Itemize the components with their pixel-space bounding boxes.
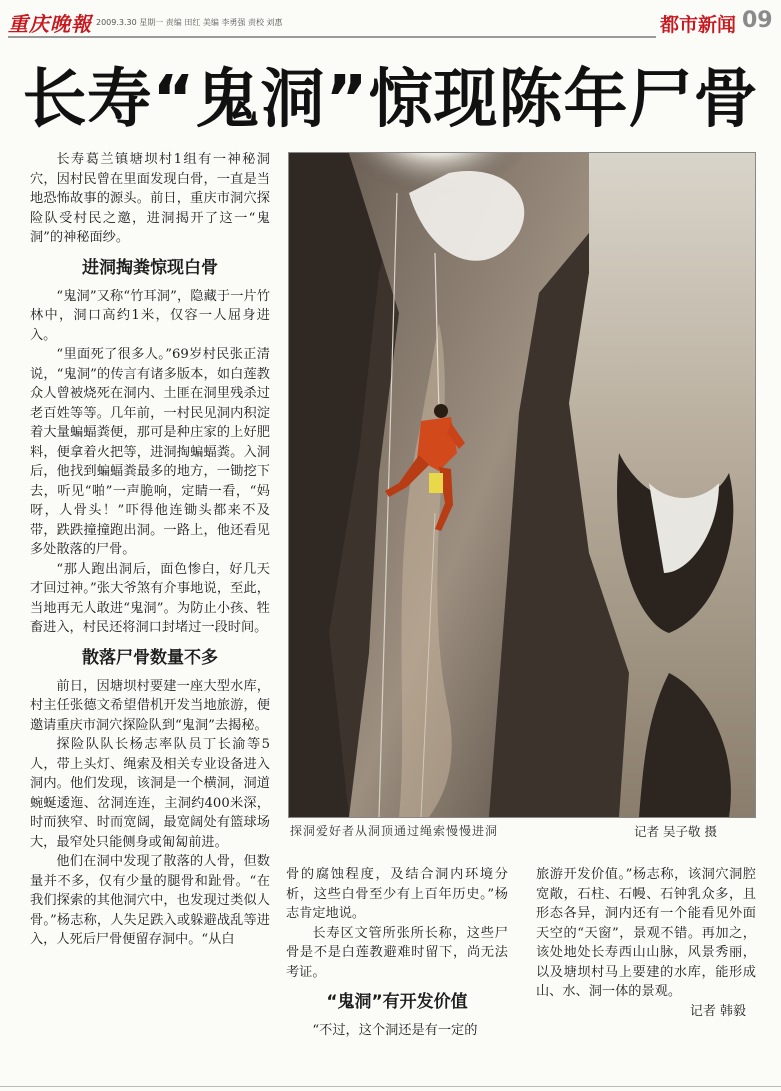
section-name: 都市新闻: [660, 14, 737, 36]
cave-climber-illustration: [289, 153, 755, 817]
paragraph: 探险队队长杨志率队员丁长渝等5人，带上头灯、绳索及相关专业设备进入洞内。他们发现，该洞是一个横洞，洞道蜿蜒逶迤、岔洞连连，主洞约400米深，时而狭窄、时而宽阔，最宽阔处有篮球场大，最窄处只能侧身或匍匐前进。: [30, 737, 270, 850]
paragraph: “那人跑出洞后，面色惨白，好几天才回过神。”张大爷煞有介事地说，至此，当地再无人敢进“鬼洞”。为防止小孩、牲畜进入，村民还将洞口封堵过一段时间。: [30, 561, 270, 635]
masthead: [0, 0, 781, 46]
paragraph: “鬼洞”又称“竹耳洞”，隐藏于一片竹林中，洞口高约1米，仅容一人屈身进入。: [30, 288, 270, 343]
cave-photo: [288, 152, 756, 818]
photo-credit: 记者 吴子敬 摄: [634, 824, 717, 839]
article-column-2: [286, 865, 508, 1041]
page-number: 09: [742, 8, 773, 33]
paragraph: 旅游开发价值。”杨志称，该洞穴洞腔宽敞，石柱、石幔、石钟乳众多，且形态各异，洞内还有一个能看见外面天空的“天窗”，景观不错。再加之，该处地处长寿西山山脉，风景秀丽，以及塘坝村马上要建的水库，能形成山、水、洞一体的景观。: [536, 867, 756, 999]
bottom-rule: [0, 1086, 781, 1087]
paragraph: 他们在洞中发现了散落的人骨，但数量并不多，仅有少量的腿骨和趾骨。“在我们探索的其他洞穴中，也发现过类似人骨。”杨志称，人失足跌入或躲避战乱等进入，人死后尸骨便留存洞中。“从白: [30, 854, 270, 947]
lead-paragraph: 长寿葛兰镇塘坝村1组有一神秘洞穴，因村民曾在里面发现白骨，一直是当地恐怖故事的源头。前日，重庆市洞穴探险队受村民之邀，进洞揭开了这一“鬼洞”的神秘面纱。: [30, 152, 270, 245]
paragraph: “里面死了很多人。”69岁村民张正清说，“鬼洞”的传言有诸多版本，如白莲教众人曾被烧死在洞内、土匪在洞里残杀过老百姓等等。几年前，一村民见洞内积淀着大量蝙蝠粪便，那可是种庄家的上好肥料，便拿着火把等，进洞掏蝙蝠粪。入洞后，他找到蝙蝠粪最多的地方，一锄挖下去，听见“啪”一声脆响，定睛一看，“妈呀，人骨头！”吓得他连锄头都来不及带，跌跌撞撞跑出洞。一路上，他还看见多处散落的尸骨。: [30, 347, 270, 557]
edition-info: 2009.3.30 星期一 责编 田红 美编 李勇强 责校 刘惠: [96, 18, 283, 27]
headline: 长寿“鬼洞”惊现陈年尸骨: [22, 63, 759, 137]
paragraph: 长寿区文管所张所长称，这些尸骨是不是白莲教避难时留下，尚无法考证。: [286, 925, 508, 980]
article-column-1: [30, 150, 270, 950]
newspaper-logo: 重庆晚報: [8, 12, 92, 36]
subheading-1: 进洞掏粪惊现白骨: [82, 257, 218, 278]
paragraph: 前日，因塘坝村要建一座大型水库，村主任张德文希望借机开发当地旅游，便邀请重庆市洞穴探险队到“鬼洞”去揭秘。: [30, 678, 270, 733]
photo-caption: 探洞爱好者从洞顶通过绳索慢慢进洞: [290, 824, 499, 838]
subheading-2: 散落尸骨数量不多: [82, 647, 218, 668]
byline: 记者 韩毅: [689, 1003, 746, 1019]
paragraph: “不过，这个洞还是有一定的: [312, 1023, 478, 1038]
paragraph: 骨的腐蚀程度，及结合洞内环境分析，这些白骨至少有上百年历史。”杨志肯定地说。: [286, 867, 508, 921]
subheading-3: “鬼洞”有开发价值: [326, 992, 468, 1012]
article-column-3: [536, 865, 756, 1021]
header-rule: [8, 36, 656, 38]
